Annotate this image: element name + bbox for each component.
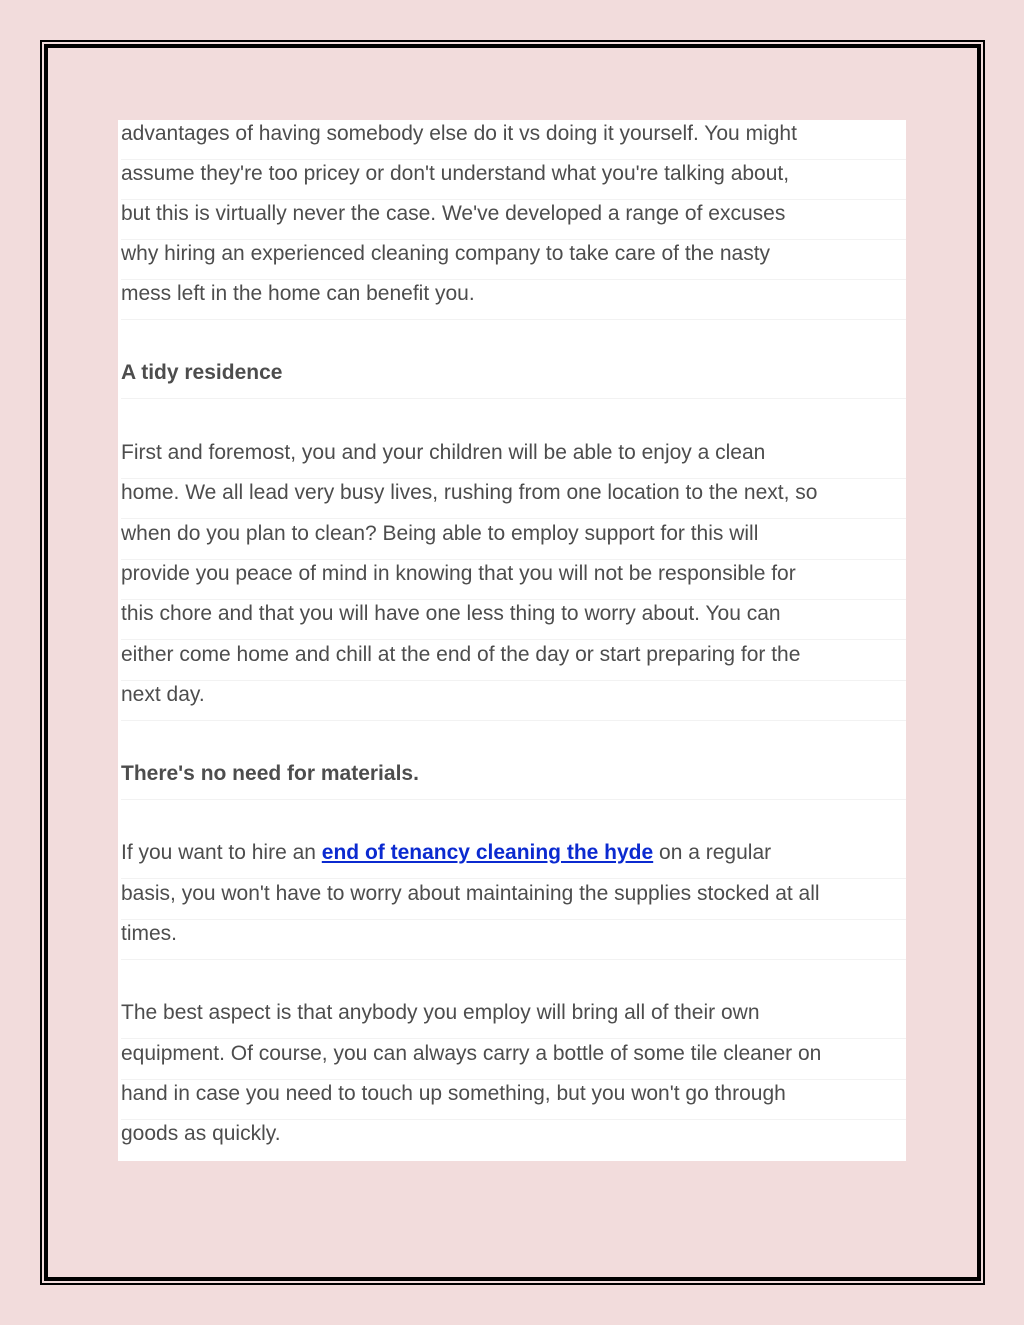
paragraph-line: either come home and chill at the end of the day or start preparing for the bbox=[121, 641, 906, 681]
paragraph-line: equipment. Of course, you can always carry a bottle of some tile cleaner on bbox=[121, 1040, 906, 1080]
paragraph-line: next day. bbox=[121, 681, 906, 721]
paragraph-line-with-link bbox=[121, 839, 906, 879]
paragraph-line: hand in case you need to touch up something, but you won't go through bbox=[121, 1080, 906, 1120]
section-heading: There's no need for materials. bbox=[121, 760, 906, 800]
line-text-before-link: If you want to hire an bbox=[121, 841, 322, 864]
paragraph-line: goods as quickly. bbox=[121, 1122, 281, 1145]
paragraph-line: when do you plan to clean? Being able to employ support for this will bbox=[121, 520, 906, 560]
paragraph-line: home. We all lead very busy lives, rushing from one location to the next, so bbox=[121, 479, 906, 519]
paragraph-line: why hiring an experienced cleaning company to take care of the nasty bbox=[121, 240, 906, 280]
paragraph-line: assume they're too pricey or don't understand what you're talking about, bbox=[121, 160, 906, 200]
paragraph-line: this chore and that you will have one less thing to worry about. You can bbox=[121, 600, 906, 640]
paragraph-line: times. bbox=[121, 920, 906, 960]
paragraph-line: mess left in the home can benefit you. bbox=[121, 280, 906, 320]
paragraph-line: basis, you won't have to worry about maintaining the supplies stocked at all bbox=[121, 880, 906, 920]
section-heading: A tidy residence bbox=[121, 359, 906, 399]
paragraph-line: but this is virtually never the case. We've developed a range of excuses bbox=[121, 200, 906, 240]
paragraph-line: provide you peace of mind in knowing that you will not be responsible for bbox=[121, 560, 906, 600]
paragraph-line: The best aspect is that anybody you employ will bring all of their own bbox=[121, 999, 906, 1039]
line-text-after-link: on a regular bbox=[653, 841, 772, 864]
paragraph-line: advantages of having somebody else do it vs doing it yourself. You might bbox=[121, 120, 906, 160]
document-content bbox=[118, 120, 906, 1161]
end-of-tenancy-cleaning-link[interactable]: end of tenancy cleaning the hyde bbox=[321, 841, 654, 864]
paragraph-line: First and foremost, you and your children will be able to enjoy a clean bbox=[121, 439, 906, 479]
